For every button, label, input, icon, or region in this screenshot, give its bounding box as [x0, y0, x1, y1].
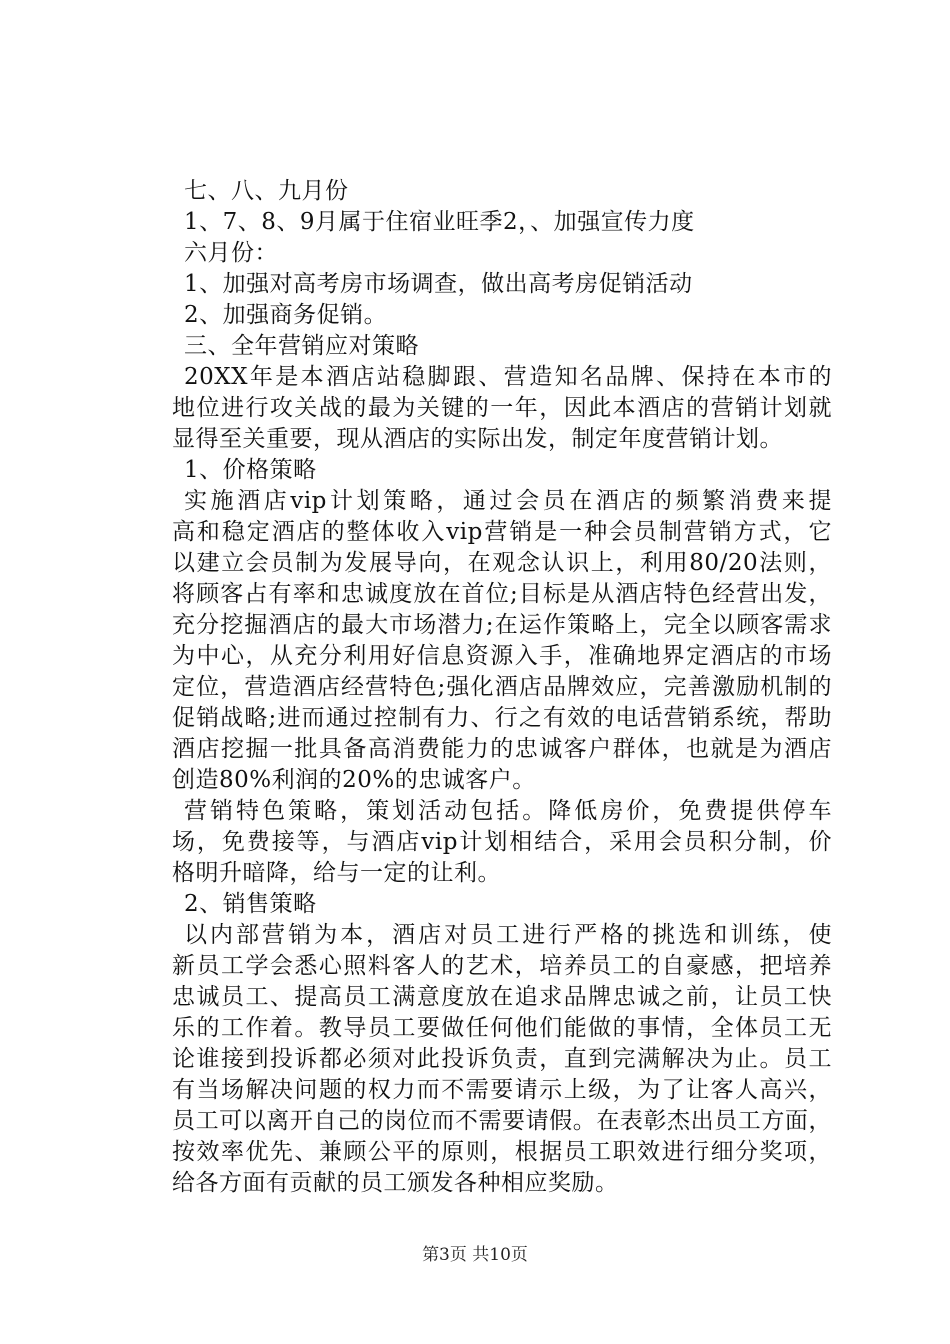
paragraph-line: 论谁接到投诉都必须对此投诉负责，直到完满解决为止。员工 — [172, 1046, 832, 1072]
paragraph-line: 场，免费接等，与酒店vip计划相结合，采用会员积分制，价 — [172, 829, 832, 855]
paragraph-line: 20XX年是本酒店站稳脚跟、营造知名品牌、保持在本市的 — [184, 364, 832, 390]
paragraph-line: 为中心，从充分利用好信息资源入手，准确地界定酒店的市场 — [172, 643, 832, 669]
paragraph-line: 给各方面有贡献的员工颁发各种相应奖励。 — [172, 1170, 619, 1196]
paragraph-line: 有当场解决问题的权力而不需要请示上级，为了让客人高兴， — [172, 1077, 832, 1103]
section-heading: 七、八、九月份 — [184, 178, 349, 204]
text-line: 1、7、8、9月属于住宿业旺季2，、加强宣传力度 — [184, 209, 695, 235]
paragraph-line: 酒店挖掘一批具备高消费能力的忠诚客户群体，也就是为酒店 — [172, 736, 832, 762]
paragraph-line: 以内部营销为本，酒店对员工进行严格的挑选和训练，使 — [184, 922, 832, 948]
paragraph-line: 促销战略;进而通过控制有力、行之有效的电话营销系统，帮助 — [172, 705, 832, 731]
text-line: 2、加强商务促销。 — [184, 302, 388, 328]
paragraph-line: 乐的工作着。教导员工要做任何他们能做的事情，全体员工无 — [172, 1015, 832, 1041]
paragraph-line: 实施酒店vip计划策略，通过会员在酒店的频繁消费来提 — [184, 488, 832, 514]
paragraph-line: 显得至关重要，现从酒店的实际出发，制定年度营销计划。 — [172, 426, 783, 452]
paragraph-line: 地位进行攻关战的最为关键的一年，因此本酒店的营销计划就 — [172, 395, 832, 421]
paragraph-line: 格明升暗降，给与一定的让利。 — [172, 860, 501, 886]
paragraph-line: 忠诚员工、提高员工满意度放在追求品牌忠诚之前，让员工快 — [172, 984, 832, 1010]
section-heading: 2、销售策略 — [184, 891, 317, 917]
paragraph-line: 按效率优先、兼顾公平的原则，根据员工职效进行细分奖项， — [172, 1139, 832, 1165]
paragraph-line: 新员工学会悉心照料客人的艺术，培养员工的自豪感，把培养 — [172, 953, 832, 979]
paragraph-line: 以建立会员制为发展导向，在观念认识上，利用80/20法则， — [172, 550, 832, 576]
text-line: 1、加强对高考房市场调查，做出高考房促销活动 — [184, 271, 693, 297]
paragraph-line: 将顾客占有率和忠诚度放在首位;目标是从酒店特色经营出发， — [172, 581, 832, 607]
section-heading: 1、价格策略 — [184, 457, 317, 483]
paragraph-line: 充分挖掘酒店的最大市场潜力;在运作策略上，完全以顾客需求 — [172, 612, 832, 638]
section-heading: 六月份： — [184, 240, 278, 266]
page-number-footer: 第3页 共10页 — [422, 1245, 528, 1265]
paragraph-line: 营销特色策略，策划活动包括。降低房价，免费提供停车 — [184, 798, 832, 824]
paragraph-line: 定位，营造酒店经营特色;强化酒店品牌效应，完善激励机制的 — [172, 674, 832, 700]
section-heading: 三、全年营销应对策略 — [184, 333, 419, 359]
paragraph-line: 高和稳定酒店的整体收入vip营销是一种会员制营销方式，它 — [172, 519, 832, 545]
document-body — [172, 176, 832, 1199]
paragraph-line: 员工可以离开自己的岗位而不需要请假。在表彰杰出员工方面， — [172, 1108, 832, 1134]
paragraph-line: 创造80%利润的20%的忠诚客户。 — [172, 767, 536, 793]
